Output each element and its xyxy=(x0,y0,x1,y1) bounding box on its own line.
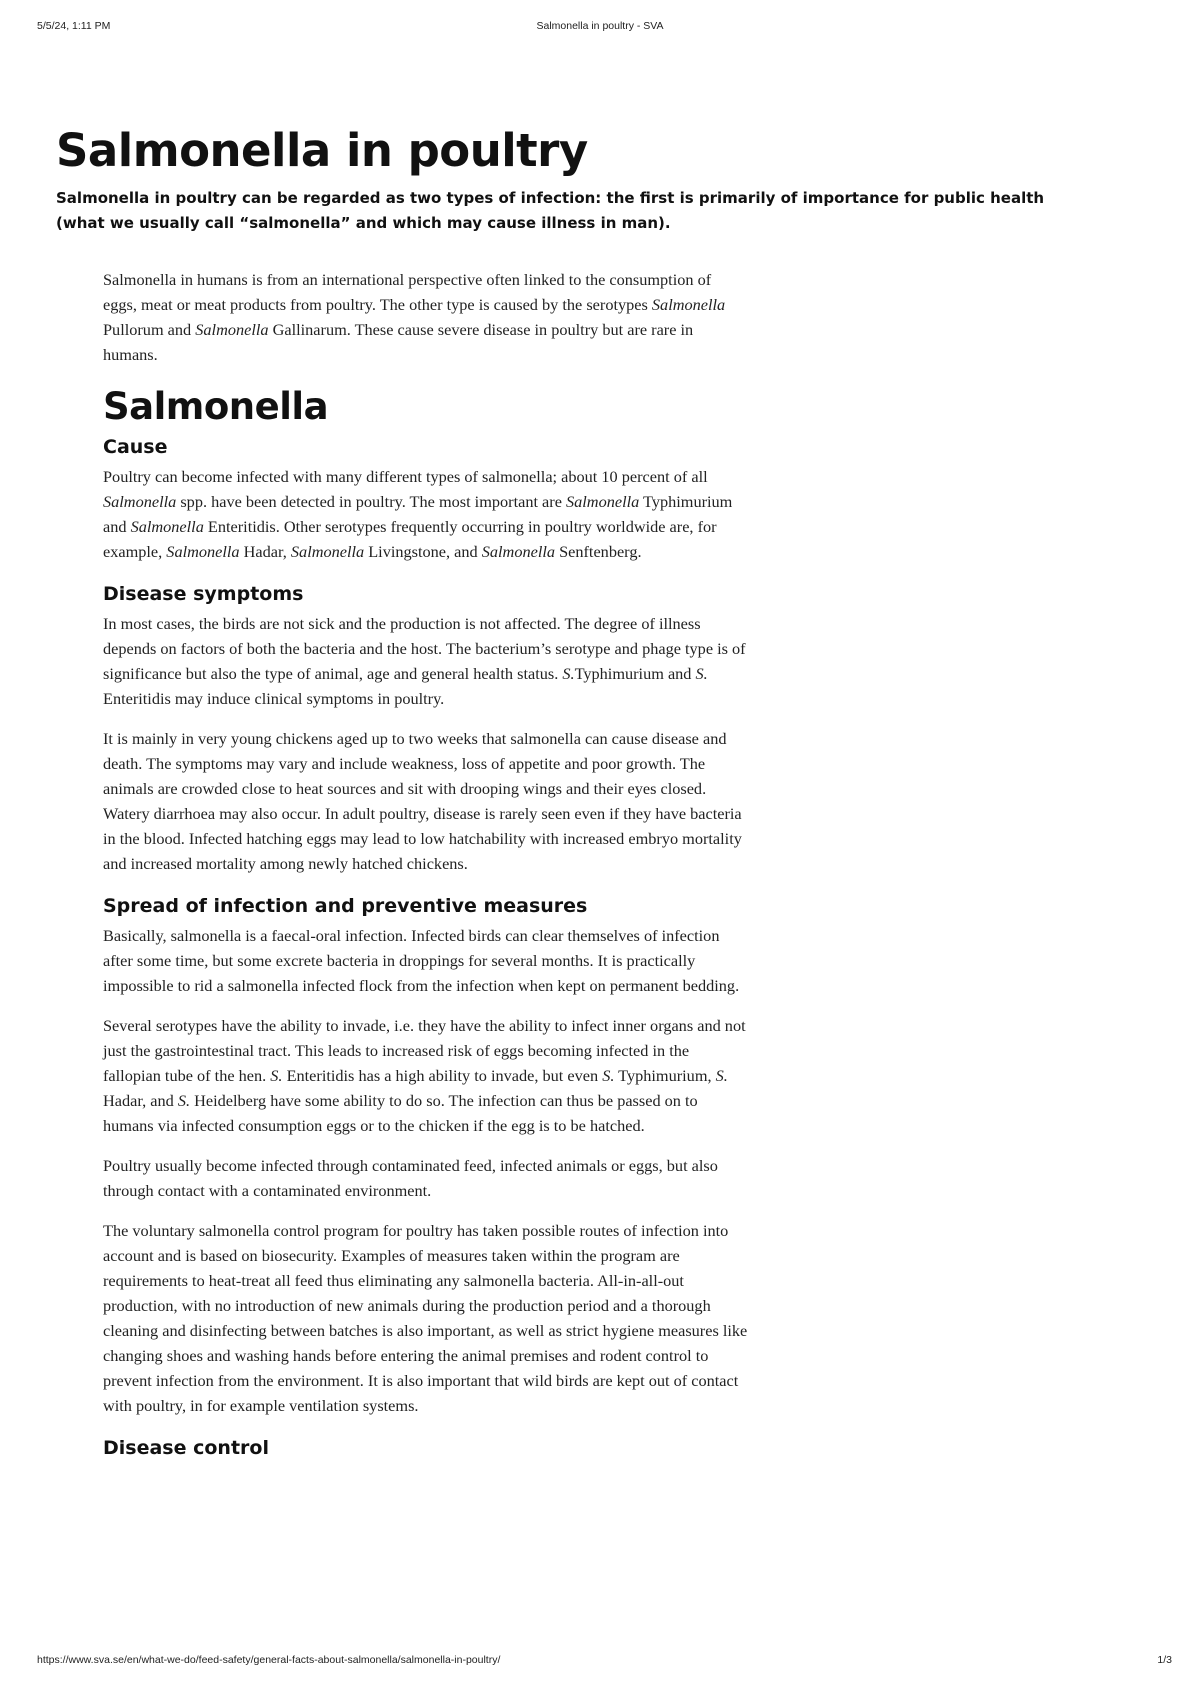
page-number: 1/3 xyxy=(1157,1654,1172,1666)
lead-paragraph: Salmonella in poultry can be regarded as two types of infection: the first is primarily of importance for public health (what we usually call “salmonella” and which may cause illness in man). xyxy=(56,189,1045,232)
print-header xyxy=(0,20,1200,36)
subheading-cause: Cause xyxy=(103,436,168,458)
print-datetime: 5/5/24, 1:11 PM xyxy=(37,20,111,32)
subheading-disease-control: Disease control xyxy=(103,1437,269,1459)
page-url: https://www.sva.se/en/what-we-do/feed-safety/general-facts-about-salmonella/salmonella-in-poultry/ xyxy=(37,1654,501,1666)
page-title: Salmonella in poultry xyxy=(56,124,588,177)
subheading-spread-of-infection: Spread of infection and preventive measures xyxy=(103,895,588,917)
print-footer xyxy=(0,1654,1200,1670)
intro-paragraph: Salmonella in humans is from an international perspective often linked to the consumption of eggs, meat or meat products from poultry. The other type is caused by the serotypes Salmonella Pullorum and Salmonella Gallinarum. These cause severe disease in poultry but are rare in humans. xyxy=(103,270,726,364)
spread-paragraph-3: Poultry usually become infected through contaminated feed, infected animals or eggs, but also through contact with a contaminated environment. xyxy=(103,1156,718,1200)
spread-paragraph-2: Several serotypes have the ability to invade, i.e. they have the ability to infect inner organs and not just the gastrointestinal tract. This leads to increased risk of eggs becoming infected in the fallopian tube of the hen. S. Enteritidis has a high ability to invade, but even S. Typhimurium, S. Hadar, and S. Heidelberg have some ability to do so. The infection can thus be passed on to humans via infected consumption eggs or to the chicken if the egg is to be hatched. xyxy=(103,1016,746,1135)
spread-paragraph-4: The voluntary salmonella control program for poultry has taken possible routes of infection into account and is based on biosecurity. Examples of measures taken within the program are requirements to heat-treat all feed thus eliminating any salmonella bacteria. All-in-all-out production, with no introduction of new animals during the production period and a thorough cleaning and disinfecting between batches is also important, as well as strict hygiene measures like changing shoes and washing hands before entering the animal premises and rodent control to prevent infection from the environment. It is also important that wild birds are kept out of contact with poultry, in for example ventilation systems. xyxy=(103,1221,748,1415)
symptoms-paragraph-2: It is mainly in very young chickens aged up to two weeks that salmonella can cause disease and death. The symptoms may vary and include weakness, loss of appetite and poor growth. The animals are crowded close to heat sources and sit with drooping wings and their eyes closed. Watery diarrhoea may also occur. In adult poultry, disease is rarely seen even if they have bacteria in the blood. Infected hatching eggs may lead to low hatchability with increased embryo mortality and increased mortality among newly hatched chickens. xyxy=(103,729,742,873)
subheading-disease-symptoms: Disease symptoms xyxy=(103,583,304,605)
section-heading-salmonella: Salmonella xyxy=(103,385,329,428)
print-page-title: Salmonella in poultry - SVA xyxy=(536,20,664,32)
cause-paragraph: Poultry can become infected with many different types of salmonella; about 10 percent of all Salmonella spp. have been detected in poultry. The most important are Salmonella Typhimurium and Salmonella Enteritidis. Other serotypes frequently occurring in poultry worldwide are, for example, Salmonella Hadar, Salmonella Livingstone, and Salmonella Senftenberg. xyxy=(103,467,733,561)
symptoms-paragraph-1: In most cases, the birds are not sick and the production is not affected. The degree of illness depends on factors of both the bacteria and the host. The bacterium’s serotype and phage type is of significance but also the type of animal, age and general health status. S.Typhimurium and S. Enteritidis may induce clinical symptoms in poultry. xyxy=(103,614,746,708)
spread-paragraph-1: Basically, salmonella is a faecal-oral infection. Infected birds can clear themselves of infection after some time, but some excrete bacteria in droppings for several months. It is practically impossible to rid a salmonella infected flock from the infection when kept on permanent bedding. xyxy=(103,926,740,995)
article-body xyxy=(103,267,748,1465)
